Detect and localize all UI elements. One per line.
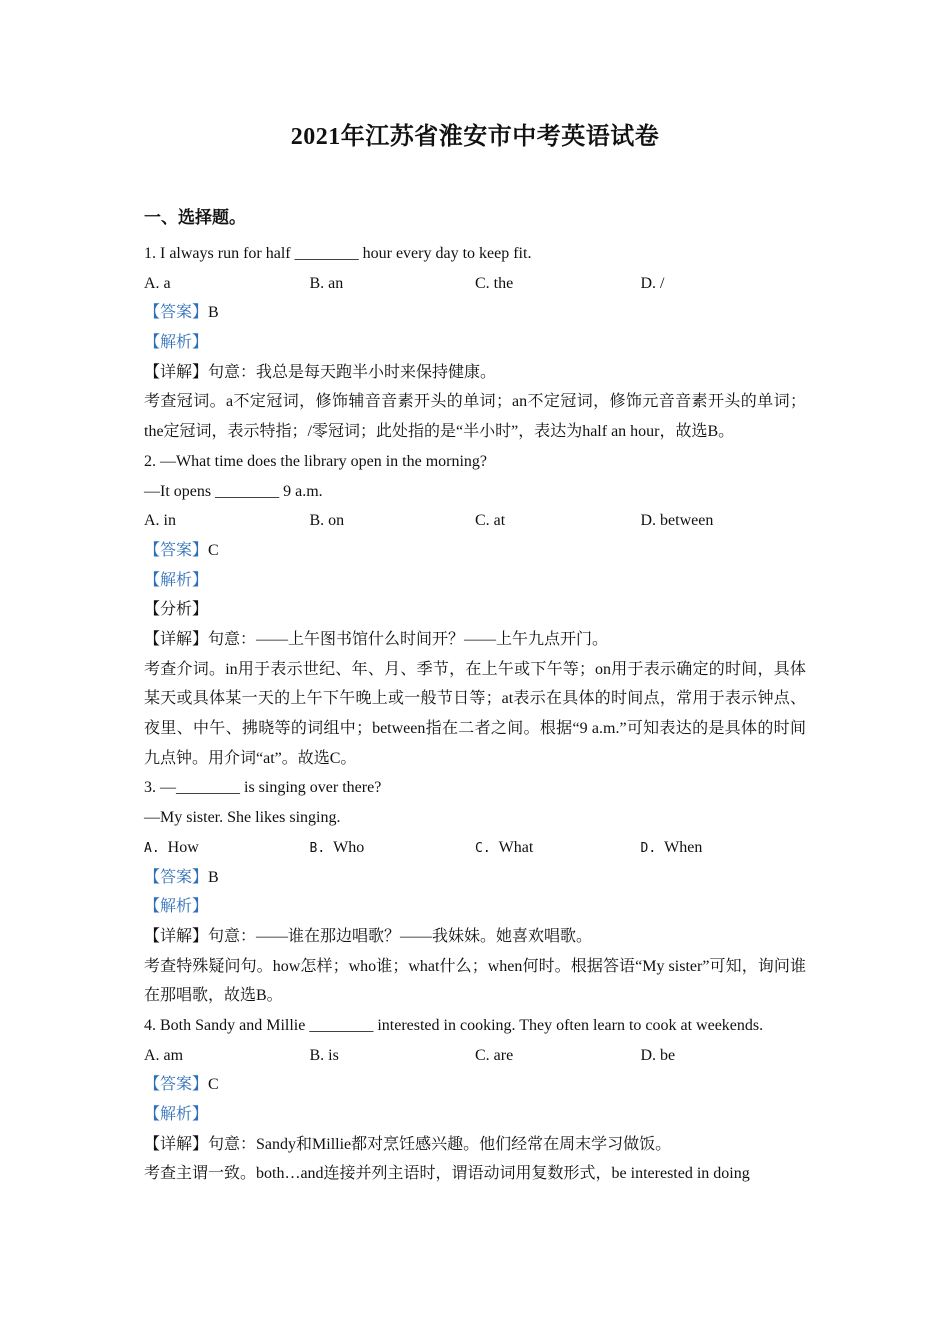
q2-answer-value: C [208,541,219,559]
q4-detail [144,1130,806,1160]
q2-detail-text: 句意：——上午图书馆什么时间开？——上午九点开门。 [208,630,609,648]
q1-answer [144,298,806,328]
q1-detail [144,358,806,388]
q2-answer [144,536,806,566]
q2-stem-2: —It opens ________ 9 a.m. [144,482,323,500]
q3-option-d: D. When [640,838,703,856]
q3-stem-2: —My sister. She likes singing. [144,809,341,827]
section-heading: 一、选择题。 [144,208,246,227]
detail-label: 【详解】 [144,630,209,648]
q1-option-c: C. the [475,274,514,292]
q2-explanation: 考查介词。in用于表示世纪、年、月、季节，在上午或下午等；on用于表示确定的时间，具体某天或具体某一天的上午下午晚上或一般节日等；at表示在具体的时间点，常用于表示钟点、夜里、中午、拂晓等的词组中；between指在二者之间。根据“9 a.m.”可知表达的是具体的时间九点钟。用介词“at”。故选C。 [144,660,806,767]
q4-answer [144,1070,806,1100]
q4-answer-value: C [208,1076,219,1094]
question-content [144,203,806,1189]
q3-stem-1: 3. —________ is singing over there? [144,779,382,797]
q4-option-b: B. is [309,1046,339,1064]
detail-label: 【详解】 [144,363,209,381]
q1-explanation: 考查冠词。a不定冠词，修饰辅音音素开头的单词；an不定冠词，修饰元音音素开头的单词；the定冠词，表示特指；/零冠词；此处指的是“半小时”，表达为half an hour，故选B。 [144,393,806,441]
q1-options [144,269,806,299]
q3-option-c: C. What [475,838,534,856]
q4-option-a: A. am [144,1046,184,1064]
q2-option-a: A. in [144,512,176,530]
q1-answer-value: B [208,304,219,322]
answer-label: 【答案】 [144,304,209,322]
q2-stem-1: 2. —What time does the library open in the morning? [144,452,488,470]
detail-label: 【详解】 [144,1135,209,1153]
q2-analysis-label: 【解析】 [144,571,209,589]
q2-option-d: D. between [640,512,714,530]
q3-detail-text: 句意：——谁在那边唱歌？——我妹妹。她喜欢唱歌。 [208,927,593,945]
q1-analysis-label: 【解析】 [144,334,209,352]
q2-option-b: B. on [309,512,345,530]
q4-stem: 4. Both Sandy and Millie ________ interested in cooking. They often learn to cook at weekends. [144,1017,764,1034]
answer-label: 【答案】 [144,541,209,559]
q1-stem: 1. I always run for half ________ hour every day to keep fit. [144,245,532,262]
q4-option-d: D. be [640,1046,676,1064]
answer-label: 【答案】 [144,1076,209,1094]
answer-label: 【答案】 [144,868,209,886]
q1-option-a: A. a [144,274,171,292]
q3-explanation: 考查特殊疑问句。how怎样；who谁；what什么；when何时。根据答语“My sister”可知，询问谁在那唱歌，故选B。 [144,957,806,1005]
page-title: 2021年江苏省淮安市中考英语试卷 [290,124,660,150]
q1-option-b: B. an [309,274,344,292]
q1-option-d: D. / [640,274,665,292]
q3-options [144,833,806,863]
q4-explanation: 考查主谓一致。both…and连接并列主语时，谓语动词用复数形式，be interested in doing [144,1165,750,1183]
q4-option-c: C. are [475,1046,514,1064]
detail-label: 【详解】 [144,927,209,945]
q3-analysis-label: 【解析】 [144,898,209,916]
q3-answer [144,863,806,893]
q2-option-c: C. at [475,512,506,530]
q4-detail-text: 句意：Sandy和Millie都对烹饪感兴趣。他们经常在周末学习做饭。 [208,1135,672,1153]
q3-option-a: A. How [144,838,199,856]
q4-analysis-label: 【解析】 [144,1106,209,1124]
q1-detail-text: 句意：我总是每天跑半小时来保持健康。 [208,363,497,381]
q2-fenxi-label: 【分析】 [144,601,209,619]
q4-options [144,1041,806,1071]
q2-options [144,506,806,536]
q2-detail [144,625,806,655]
q3-option-b: B. Who [309,838,365,856]
q3-answer-value: B [208,868,219,886]
q3-detail [144,922,806,952]
